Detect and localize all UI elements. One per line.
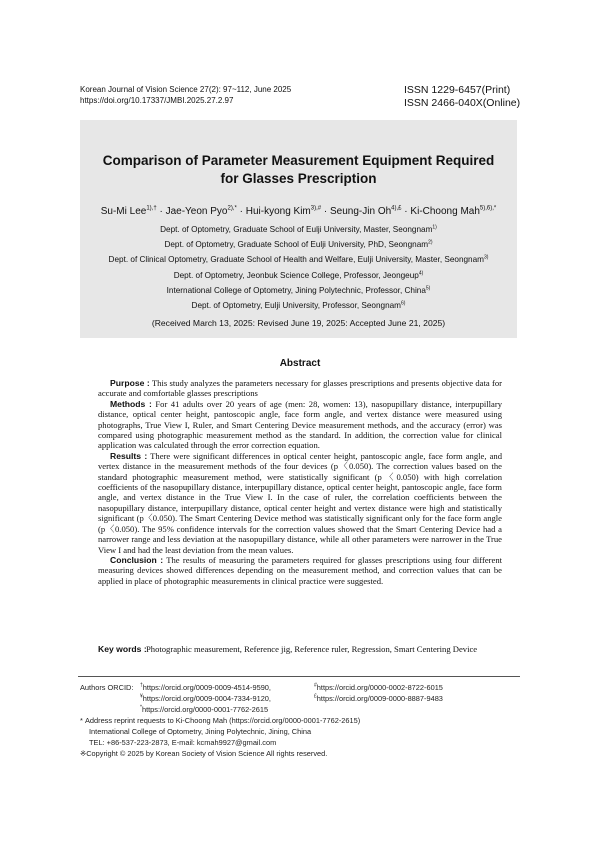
orcid-sup: † (140, 682, 143, 689)
abstract-methods (98, 399, 502, 451)
affiliation-item (80, 268, 517, 283)
orcid-url[interactable]: https://orcid.org/0009-0000-8887-9483 (316, 694, 443, 703)
paper-title-line-2: for Glasses Prescription (220, 171, 377, 186)
paper-title-line-1: Comparison of Parameter Measurement Equipment Required (102, 153, 495, 168)
orcid-url[interactable]: https://orcid.org/0000-0002-8722-6015 (316, 683, 443, 692)
paper-title (80, 152, 517, 188)
author-name: Su-Mi Lee (100, 206, 147, 217)
issn-online: ISSN 2466-040X(Online) (404, 97, 521, 109)
affiliation-item (80, 298, 517, 313)
affiliation-text: Dept. of Clinical Optometry, Graduate School of Health and Welfare, Eulji University, Master, Seongnam (108, 255, 484, 265)
abstract-purpose (98, 378, 502, 399)
affiliation-item (80, 222, 517, 237)
journal-citation: Korean Journal of Vision Science 27(2): 97~112, June 2025 (80, 85, 292, 94)
conclusion-text: The results of measuring the parameters required for glasses prescriptions using four different measuring devices showed differences depending on the measurement method, and correction values that can be applied in place of photographic measurements in clinical practice were suggested. (98, 554, 503, 586)
results-label: Results : (110, 450, 148, 461)
reprint-contact: TEL: +86-537-223-2873, E-mail: kcmah9927@gmail.com (89, 738, 277, 747)
author-name: Seung-Jin Oh (330, 206, 392, 217)
author-separator: · (323, 206, 328, 217)
affiliation-item (80, 283, 517, 298)
orcid-sup: # (314, 682, 317, 689)
orcid-url[interactable]: https://orcid.org/0000-0001-7762-2615 (141, 705, 269, 714)
affiliation-text: Dept. of Optometry, Graduate School of Eulji University, Master, Seongnam (160, 225, 433, 234)
affiliation-text: Dept. of Optometry, Graduate School of Eulji University, PhD, Seongnam (164, 240, 429, 250)
affiliation-sup: 5) (425, 285, 431, 292)
affiliation-item (80, 237, 517, 252)
author-list (80, 206, 517, 217)
author-sup: 5),6),* (479, 205, 497, 212)
issn-print: ISSN 1229-6457(Print) (404, 84, 511, 96)
footnote-divider (78, 676, 520, 677)
keywords (98, 644, 502, 656)
orcid-sup: ¥ (140, 693, 143, 700)
orcid-url[interactable]: https://orcid.org/0009-0004-7334-9120, (142, 694, 271, 703)
orcid-sup: * (140, 704, 142, 711)
doi-link[interactable]: https://doi.org/10.17337/JMBI.2025.27.2.97 (80, 96, 234, 105)
author-sup: 1),† (146, 205, 157, 212)
abstract-body (98, 378, 502, 586)
reprint-mark: * (80, 716, 83, 725)
orcid-item[interactable] (314, 694, 443, 705)
orcid-item[interactable] (140, 694, 271, 705)
reprint-note (80, 716, 360, 727)
orcid-item[interactable] (314, 683, 443, 694)
affiliation-sup: 6) (401, 300, 406, 307)
conclusion-label: Conclusion : (110, 554, 164, 565)
methods-label: Methods : (110, 398, 152, 409)
author-sup: 2),* (227, 205, 237, 212)
affiliation-sup: 3) (483, 254, 489, 261)
author-name: Hui-kyong Kim (245, 206, 311, 217)
issn-block (404, 84, 520, 110)
methods-text: For 41 adults over 20 years of age (men: 28, women: 13), nasopupillary distance, interpupillary distance, optical center height, pantoscopic angle, face form angle, and vertex distance were measured using photographs, True View I, Ruler, and Smart Centering Device measurement methods, and the accuracy (error) was compared using photographic measurement method as the standard. In addition, the correction value for clinical application was calculated through the error correction equation. (98, 398, 502, 451)
affiliation-text: Dept. of Optometry, Jeonbuk Science College, Professor, Jeongeup (173, 270, 419, 280)
abstract-heading: Abstract (279, 358, 321, 369)
affiliation-text: Dept. of Optometry, Eulji University, Professor, Seongnam (191, 301, 402, 311)
orcid-url[interactable]: https://orcid.org/0009-0009-4514-9590, (142, 683, 271, 692)
copyright-notice: ※Copyright © 2025 by Korean Society of Vision Science All rights reserved. (80, 749, 328, 758)
affiliation-text: International College of Optometry, Jining Polytechnic, Professor, China (166, 285, 426, 295)
author-sup: 3),# (310, 205, 322, 212)
author-separator: · (159, 206, 163, 217)
affiliation-sup: 1) (432, 224, 437, 231)
keywords-label: Key words : (98, 644, 147, 654)
orcid-label: Authors ORCID: (80, 683, 134, 692)
purpose-label: Purpose : (110, 378, 150, 388)
orcid-item[interactable] (140, 683, 271, 694)
affiliation-item (80, 252, 517, 267)
affiliation-sup: 2) (428, 239, 433, 246)
author-sup: 4),£ (391, 205, 402, 212)
orcid-item[interactable] (140, 705, 268, 716)
received-dates: (Received March 13, 2025: Revised June 19, 2025: Accepted June 21, 2025) (151, 318, 446, 328)
journal-header (80, 84, 291, 106)
author-name: Jae-Yeon Pyo (165, 206, 228, 217)
affiliation-list (80, 222, 517, 313)
keywords-text: Photographic measurement, Reference jig, Reference ruler, Regression, Smart Centering Device (146, 644, 478, 654)
purpose-text: This study analyzes the parameters necessary for glasses prescriptions and presents objective data for accurate and comfortable glasses prescriptions (98, 378, 502, 399)
abstract-results (98, 451, 502, 555)
author-separator: · (404, 206, 408, 217)
reprint-institution: International College of Optometry, Jining Polytechnic, Jining, China (89, 727, 312, 736)
results-text: There were significant differences in optical center height, pantoscopic angle, face form angle, and vertex distance in the measurement methods of the four devices (p〈0.050). The correction values based on the standard photographic measurement method, were statistically significant (p〈0.050) with high correlation coefficients of the nasopupillary distance, interpupillary distance, optical center height, pantoscopic angle, face form angle, and vertex distance in the True View I. In the case of ruler, the correlation coefficients between the nasopupillary distance, interpupillary distance, optical center height and vertex distance were high and statistically significant (p〈0.050). The Smart Centering Device method was statistically significant only for the face form angle (p〈0.050). The 95% confidence intervals for the correction values showed that the Smart Centering Device had a narrower range and less deviation at the nasopupillary distance, while all other parameters were narrower in the True View I and had the least deviation from the mean values. (98, 450, 502, 555)
orcid-sup: £ (314, 693, 317, 700)
author-name: Ki-Choong Mah (410, 206, 480, 217)
reprint-text: Address reprint requests to Ki-Choong Mah (https://orcid.org/0000-0001-7762-2615) (84, 716, 361, 725)
abstract-conclusion (98, 555, 502, 586)
author-separator: · (239, 206, 243, 217)
affiliation-sup: 4) (418, 269, 424, 276)
